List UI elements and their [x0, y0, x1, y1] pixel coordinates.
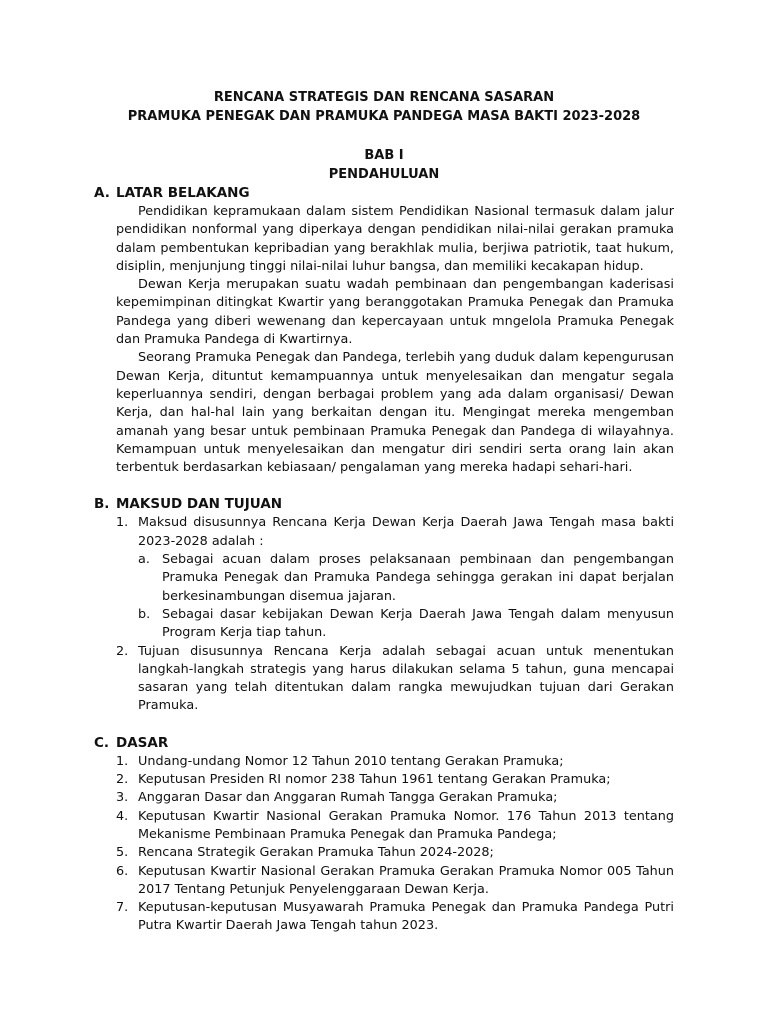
chapter-number: BAB I — [364, 148, 404, 163]
sub-list-text: Sebagai dasar kebijakan Dewan Kerja Daerah Jawa Tengah dalam menyusun Program Kerja tiap tahun. — [162, 606, 674, 641]
list-text: Keputusan Kwartir Nasional Gerakan Pramuka Nomor. 176 Tahun 2013 tentang Mekanisme Pembinaan Pramuka Penegak dan Pramuka Pandega; — [138, 808, 674, 842]
sub-list-item — [138, 551, 674, 606]
sub-list-text: Sebagai acuan dalam proses pelaksanaan pembinaan dan pengembangan Pramuka Penegak dan Pramuka Pandega sehingga gerakan ini dapat berjalan berkesinambungan disemua jajaran. — [162, 552, 674, 604]
list-text: Keputusan Presiden RI nomor 238 Tahun 1961 tentang Gerakan Pramuka; — [138, 772, 611, 788]
list-text: Undang-undang Nomor 12 Tahun 2010 tentang Gerakan Pramuka; — [138, 753, 564, 769]
section-b-title: MAKSUD DAN TUJUAN — [116, 496, 283, 513]
list-item — [116, 899, 674, 936]
list-item — [116, 753, 674, 771]
list-item — [116, 771, 674, 789]
section-c-heading — [94, 734, 674, 753]
list-text: Tujuan disusunnya Rencana Kerja adalah sebagai acuan untuk menentukan langkah-langkah strategis yang harus dilakukan selama 5 tahun, guna mencapai sasaran yang telah ditentukan dalam rangka mewujudkan tujuan dari Gerakan Pramuka. — [138, 643, 674, 714]
list-item — [116, 643, 674, 716]
chapter-name: PENDAHULUAN — [328, 167, 440, 182]
section-a-heading — [94, 184, 674, 203]
section-c-letter: C. — [94, 734, 110, 751]
list-text: Keputusan-keputusan Musyawarah Pramuka Penegak dan Pramuka Pandega Putri Putra Kwartir Daerah Jawa Tengah tahun 2023. — [138, 900, 674, 934]
section-b-body — [94, 514, 674, 715]
list-text: Keputusan Kwartir Nasional Gerakan Pramuka Gerakan Pramuka Nomor 005 Tahun 2017 Tentang Petunjuk Penyelenggaraan Dewan Kerja. — [138, 863, 674, 897]
paragraph: Dewan Kerja merupakan suatu wadah pembinaan dan pengembangan kaderisasi kepemimpinan ditingkat Kwartir yang beranggotakan Pramuka Penegak dan Pramuka Pandega yang diberi wewenang dan kepercayaan untuk mngelola Pramuka Penegak dan Pramuka Pandega di Kwartirnya. — [116, 277, 674, 348]
list-number: 3. — [116, 790, 129, 806]
sub-list-item — [138, 606, 674, 643]
title-line-1: RENCANA STRATEGIS DAN RENCANA SASARAN — [213, 90, 555, 105]
paragraph: Seorang Pramuka Penegak dan Pandega, terlebih yang duduk dalam kepengurusan Dewan Kerja, dituntut kemampuannya untuk menyelesaikan dan mengatur segala keperluannya sendiri, dengan berbagai problem yang ada dalam organisasi/ Dewan Kerja, dan hal-hal lain yang berkaitan dengan itu. Mengingat mereka mengemban amanah yang besar untuk pembinaan Pramuka Penegak dan Pandega di wilayahnya. Kemampuan untuk menyelesaikan dan mengatur diri sendiri serta orang lain akan terbentuk berdasarkan kebiasaan/ pengalaman yang mereka hadapi sehari-hari. — [116, 350, 674, 476]
section-b-letter: B. — [94, 496, 110, 513]
list-number: 7. — [116, 900, 129, 916]
paragraph: Pendidikan kepramukaan dalam sistem Pendidikan Nasional termasuk dalam jalur pendidikan nonformal yang diperkaya dengan pendidikan nilai-nilai gerakan pramuka dalam pembentukan kepribadian yang berakhlak mulia, berjiwa patriotik, taat hukum, disiplin, menjunjung tinggi nilai-nilai luhur bangsa, dan memiliki kecakapan hidup. — [116, 204, 674, 274]
list-number: 2. — [116, 772, 129, 788]
list-text: Anggaran Dasar dan Anggaran Rumah Tangga Gerakan Pramuka; — [138, 790, 558, 806]
list-item — [116, 789, 674, 807]
list-number: 6. — [116, 863, 129, 879]
list-item — [116, 514, 674, 642]
list-item — [116, 844, 674, 862]
list-item — [116, 808, 674, 845]
list-text: Rencana Strategik Gerakan Pramuka Tahun 2024-2028; — [138, 845, 494, 861]
section-a-body — [94, 203, 674, 477]
list-number: 1. — [116, 753, 129, 769]
list-number: 2. — [116, 643, 129, 659]
section-c-title: DASAR — [116, 734, 169, 751]
list-item — [116, 863, 674, 900]
sub-list-letter: a. — [138, 552, 150, 568]
list-number: 1. — [116, 515, 129, 531]
section-a-title: LATAR BELAKANG — [116, 185, 250, 201]
document-title — [94, 88, 674, 126]
section-b-heading — [94, 495, 674, 514]
title-line-2: PRAMUKA PENEGAK DAN PRAMUKA PANDEGA MASA BAKTI 2023-2028 — [127, 109, 641, 124]
section-c-body — [94, 753, 674, 936]
list-number: 4. — [116, 808, 129, 824]
list-text: Maksud disusunnya Rencana Kerja Dewan Kerja Daerah Jawa Tengah masa bakti 2023-2028 adalah : — [138, 515, 674, 549]
sub-list-letter: b. — [138, 606, 151, 622]
chapter-heading — [94, 146, 674, 184]
section-a-letter: A. — [94, 185, 110, 201]
list-number: 5. — [116, 845, 129, 861]
